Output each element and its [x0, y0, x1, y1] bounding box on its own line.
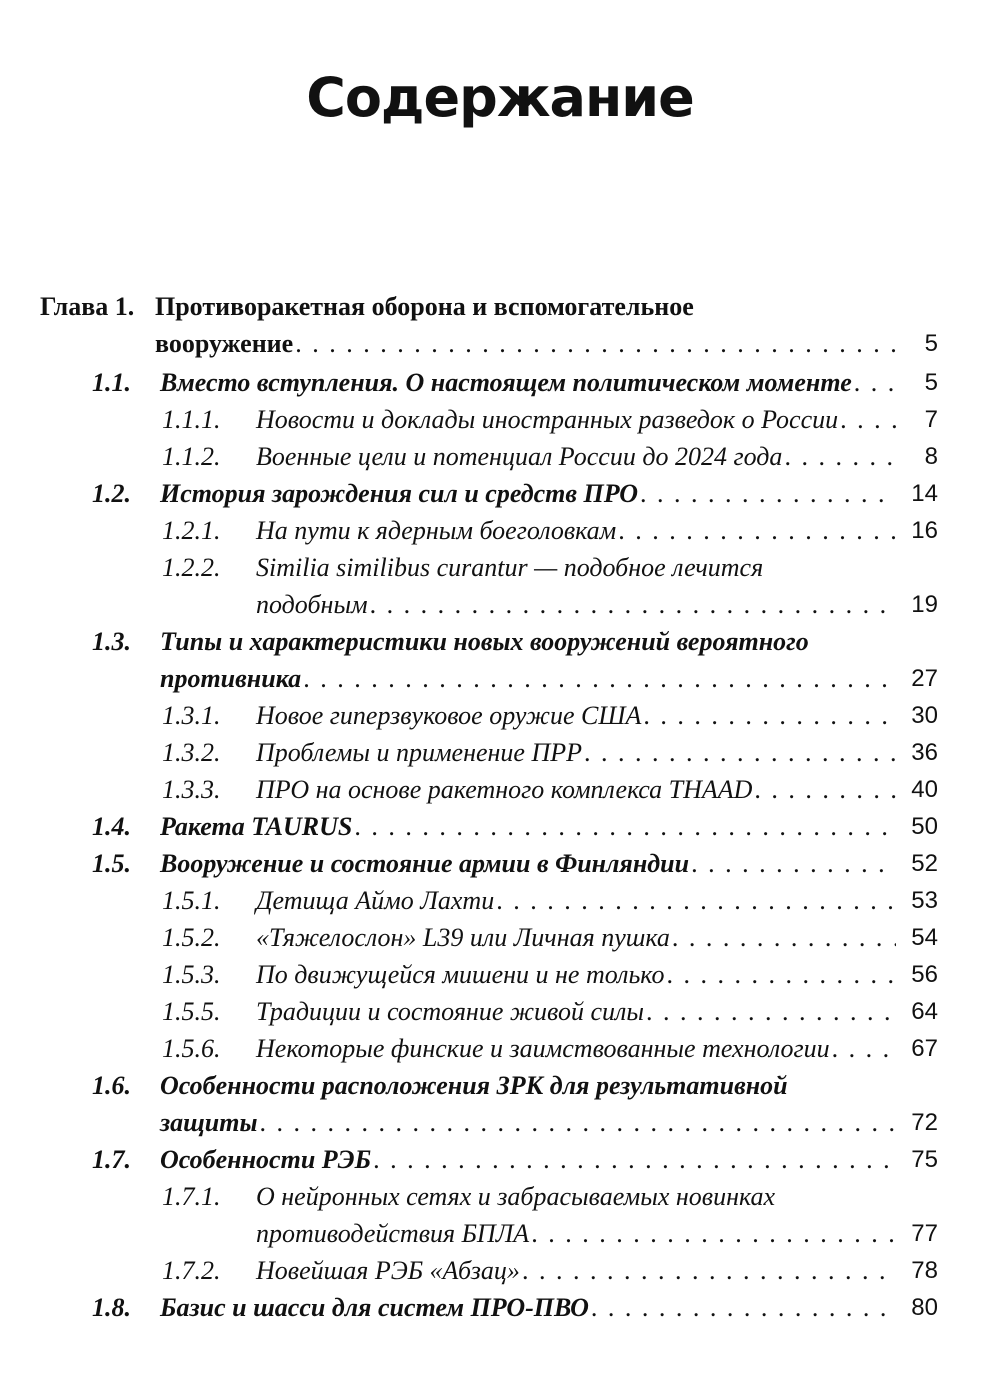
subsection-number: 1.2.1.: [162, 516, 221, 545]
leader-dots: [854, 364, 896, 401]
leader-dots: [522, 1252, 896, 1289]
leader-dots: [531, 1215, 896, 1252]
toc-subsection-1-3-2[interactable]: [0, 734, 1000, 771]
toc-section-1-8[interactable]: [0, 1289, 1000, 1326]
toc-subsection-1-1-2[interactable]: [0, 438, 1000, 475]
toc-subsection-1-5-6[interactable]: [0, 1030, 1000, 1067]
section-title: противника: [160, 664, 302, 693]
page-number: 78: [911, 1257, 938, 1284]
page-number: 30: [911, 702, 938, 729]
subsection-title: «Тяжелослон» L39 или Личная пушка: [256, 923, 670, 952]
subsection-title: противодействия БПЛА: [256, 1219, 530, 1248]
subsection-number: 1.1.2.: [162, 442, 221, 471]
subsection-title: подобным: [256, 590, 368, 619]
table-of-contents: [0, 288, 1000, 1326]
page-number: 52: [911, 850, 938, 877]
subsection-title: На пути к ядерным боеголовкам: [256, 516, 617, 545]
toc-subsection-1-5-3[interactable]: [0, 956, 1000, 993]
toc-section-1-6[interactable]: [0, 1067, 1000, 1141]
page-number: 80: [911, 1294, 938, 1321]
page-number: 16: [911, 517, 938, 544]
subsection-number: 1.2.2.: [162, 553, 221, 582]
toc-section-1-2[interactable]: [0, 475, 1000, 512]
subsection-title-line1: Similia similibus curantur — подобное лечится: [256, 553, 764, 582]
page-number: 50: [911, 813, 938, 840]
leader-dots: [840, 401, 896, 438]
subsection-number: 1.3.3.: [162, 775, 221, 804]
subsection-title: Традиции и состояние живой силы: [256, 997, 644, 1026]
page-number: 77: [911, 1220, 938, 1247]
page-title: Содержание: [306, 66, 694, 129]
section-number: 1.1.: [92, 368, 131, 397]
toc-subsection-1-5-2[interactable]: [0, 919, 1000, 956]
toc-subsection-1-3-1[interactable]: [0, 697, 1000, 734]
leader-dots: [640, 475, 896, 512]
subsection-number: 1.5.2.: [162, 923, 221, 952]
subsection-title: Детища Аймо Лахти: [256, 886, 495, 915]
subsection-title: Проблемы и применение ПРР: [256, 738, 582, 767]
subsection-number: 1.3.1.: [162, 701, 221, 730]
toc-subsection-1-5-5[interactable]: [0, 993, 1000, 1030]
leader-dots: [584, 734, 896, 771]
leader-dots: [646, 993, 896, 1030]
page-number: 14: [911, 480, 938, 507]
section-title: Вооружение и состояние армии в Финляндии: [160, 849, 690, 878]
leader-dots: [370, 586, 896, 623]
section-number: 1.8.: [92, 1293, 131, 1322]
toc-subsection-1-7-1[interactable]: [0, 1178, 1000, 1252]
section-number: 1.7.: [92, 1145, 131, 1174]
subsection-title: Некоторые финские и заимствованные технологии: [256, 1034, 830, 1063]
toc-subsection-1-7-2[interactable]: [0, 1252, 1000, 1289]
page-number: 7: [924, 406, 938, 433]
page-number: 19: [911, 591, 938, 618]
section-title: защиты: [160, 1108, 258, 1137]
leader-dots: [691, 845, 896, 882]
section-number: 1.6.: [92, 1071, 131, 1100]
section-title: Особенности РЭБ: [160, 1145, 372, 1174]
subsection-number: 1.5.3.: [162, 960, 221, 989]
subsection-title: По движущейся мишени и не только: [256, 960, 665, 989]
toc-section-1-3[interactable]: [0, 623, 1000, 697]
section-title: Вместо вступления. О настоящем политическом моменте: [160, 368, 852, 397]
leader-dots: [643, 697, 896, 734]
page-number: 75: [911, 1146, 938, 1173]
subsection-number: 1.5.5.: [162, 997, 221, 1026]
leader-dots: [303, 660, 896, 697]
toc-section-1-1[interactable]: [0, 364, 1000, 401]
leader-dots: [784, 438, 896, 475]
page-number: 8: [924, 443, 938, 470]
section-title: Базис и шасси для систем ПРО-ПВО: [160, 1293, 589, 1322]
toc-subsection-1-5-1[interactable]: [0, 882, 1000, 919]
subsection-title: Новое гиперзвуковое оружие США: [256, 701, 642, 730]
toc-subsection-1-3-3[interactable]: [0, 771, 1000, 808]
toc-section-1-4[interactable]: [0, 808, 1000, 845]
page-number: 40: [911, 776, 938, 803]
chapter-title-line2: вооружение: [155, 329, 294, 358]
leader-dots: [496, 882, 896, 919]
page-number: 5: [924, 330, 938, 357]
leader-dots: [260, 1104, 896, 1141]
leader-dots: [672, 919, 896, 956]
leader-dots: [666, 956, 896, 993]
leader-dots: [295, 325, 896, 362]
page-number: 54: [911, 924, 938, 951]
section-title-line1: Типы и характеристики новых вооружений вероятного: [160, 627, 809, 656]
toc-section-1-5[interactable]: [0, 845, 1000, 882]
page-number: 36: [911, 739, 938, 766]
section-number: 1.5.: [92, 849, 131, 878]
section-title-line1: Особенности расположения ЗРК для результативной: [160, 1071, 788, 1100]
section-number: 1.4.: [92, 812, 131, 841]
page-number: 67: [911, 1035, 938, 1062]
toc-subsection-1-2-1[interactable]: [0, 512, 1000, 549]
page-number: 27: [911, 665, 938, 692]
toc-chapter-1[interactable]: [0, 288, 1000, 362]
section-title: Ракета TAURUS: [160, 812, 353, 841]
subsection-number: 1.1.1.: [162, 405, 221, 434]
page-number: 56: [911, 961, 938, 988]
page-number: 5: [924, 369, 938, 396]
toc-subsection-1-2-2[interactable]: [0, 549, 1000, 623]
chapter-title-line1: Противоракетная оборона и вспомогательное: [155, 292, 694, 321]
subsection-number: 1.7.2.: [162, 1256, 221, 1285]
section-number: 1.3.: [92, 627, 131, 656]
leader-dots: [754, 771, 896, 808]
toc-subsection-1-1-1[interactable]: [0, 401, 1000, 438]
subsection-number: 1.5.1.: [162, 886, 221, 915]
section-number: 1.2.: [92, 479, 131, 508]
subsection-title: Новости и доклады иностранных разведок о России: [256, 405, 839, 434]
subsection-number: 1.5.6.: [162, 1034, 221, 1063]
leader-dots: [832, 1030, 896, 1067]
toc-section-1-7[interactable]: [0, 1141, 1000, 1178]
chapter-number: Глава 1.: [40, 292, 135, 321]
page-number: 64: [911, 998, 938, 1025]
page-number: 53: [911, 887, 938, 914]
subsection-title-line1: О нейронных сетях и забрасываемых новинках: [256, 1182, 776, 1211]
leader-dots: [354, 808, 896, 845]
leader-dots: [618, 512, 896, 549]
subsection-title: Военные цели и потенциал России до 2024 года: [256, 442, 783, 471]
subsection-title: Новейшая РЭБ «Абзац»: [256, 1256, 520, 1285]
page-number: 72: [911, 1109, 938, 1136]
leader-dots: [373, 1141, 896, 1178]
subsection-number: 1.3.2.: [162, 738, 221, 767]
leader-dots: [591, 1289, 896, 1326]
subsection-title: ПРО на основе ракетного комплекса THAAD: [256, 775, 753, 804]
section-title: История зарождения сил и средств ПРО: [160, 479, 639, 508]
subsection-number: 1.7.1.: [162, 1182, 221, 1211]
